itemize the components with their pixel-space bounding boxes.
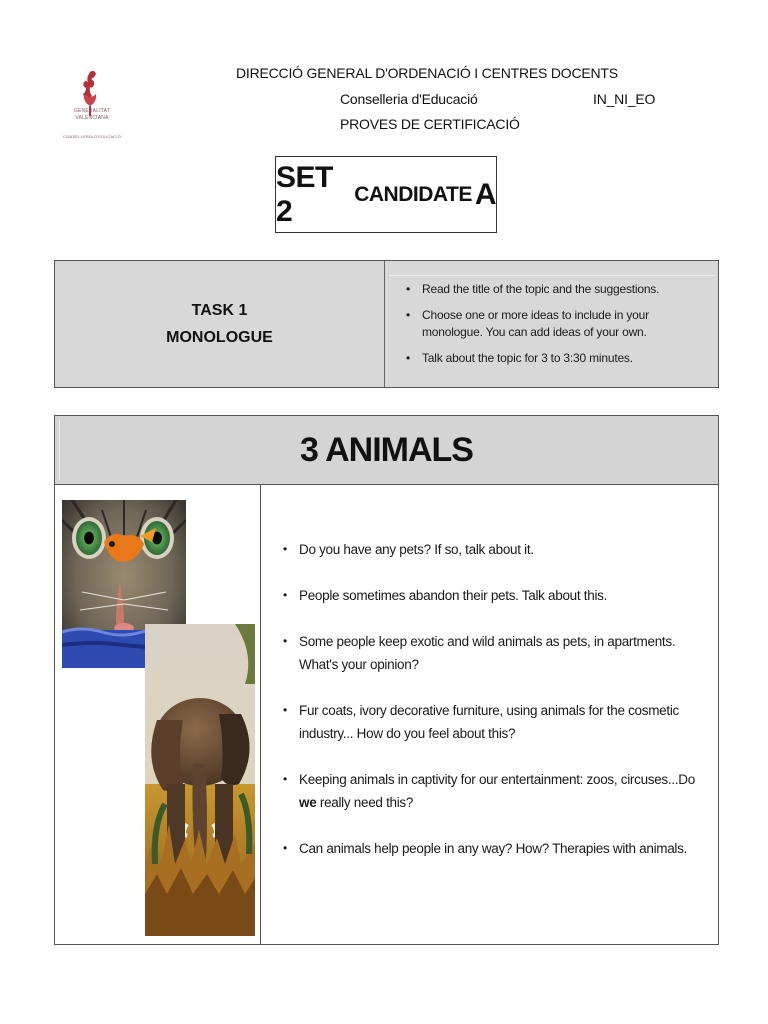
topic-bullet: • Some people keep exotic and wild animals as pets, in apartments. What's your opinion?	[283, 630, 710, 676]
task-type: MONOLOGUE	[166, 329, 273, 346]
set-candidate-title	[275, 156, 497, 233]
instruction-item: • Read the title of the topic and the suggestions.	[406, 281, 704, 298]
topic-title-cell	[55, 416, 718, 485]
candidate-letter: A	[474, 177, 496, 211]
task-table	[54, 260, 719, 388]
topic-bullets-cell	[261, 484, 718, 944]
topic-bullet: • Can animals help people in any way? How? Therapies with animals.	[283, 837, 710, 860]
topic-bullet: • Fur coats, ivory decorative furniture, using animals for the cosmetic industry... How do you feel about this?	[283, 699, 710, 745]
topic-table	[54, 415, 719, 945]
header-proves: PROVES DE CERTIFICACIÓ	[340, 116, 520, 132]
header-code: IN_NI_EO	[593, 91, 656, 107]
logo-text-1: GENERALITAT	[73, 108, 111, 114]
topic-bullet: • People sometimes abandon their pets. Talk about this.	[283, 584, 710, 607]
bullet-text-part: really need this?	[316, 795, 414, 810]
logo-text-3: CONSELLERIA D'EDUCACIÓ	[62, 134, 122, 139]
instruction-item: • Choose one or more ideas to include in your monologue. You can add ideas of your own.	[406, 307, 704, 341]
topic-bullet	[283, 768, 710, 814]
task-name: TASK 1	[191, 302, 248, 319]
elephant-image	[145, 624, 255, 936]
topic-title: 3 ANIMALS	[300, 430, 473, 469]
generalitat-logo	[56, 68, 128, 144]
instructions-list	[406, 281, 704, 376]
topic-bullet: • Do you have any pets? If so, talk about it.	[283, 538, 710, 561]
header-conselleria: Conselleria d'Educació	[340, 91, 478, 107]
logo-text-2: VALENCIANA	[75, 115, 109, 121]
candidate-word: CANDIDATE	[354, 182, 472, 206]
set-label: SET 2	[276, 160, 333, 228]
header-directorate: DIRECCIÓ GENERAL D'ORDENACIÓ I CENTRES DOCENTS	[236, 65, 618, 81]
task-instructions-cell	[386, 261, 718, 387]
instruction-item: • Talk about the topic for 3 to 3:30 minutes.	[406, 350, 704, 367]
bullet-text-part: Keeping animals in captivity for our entertainment: zoos, circuses...Do	[299, 772, 695, 787]
bullet-bold-word: we	[299, 795, 317, 810]
topic-images-cell	[55, 484, 261, 944]
task-label-cell	[55, 261, 385, 387]
topic-bullets-list	[283, 538, 710, 883]
